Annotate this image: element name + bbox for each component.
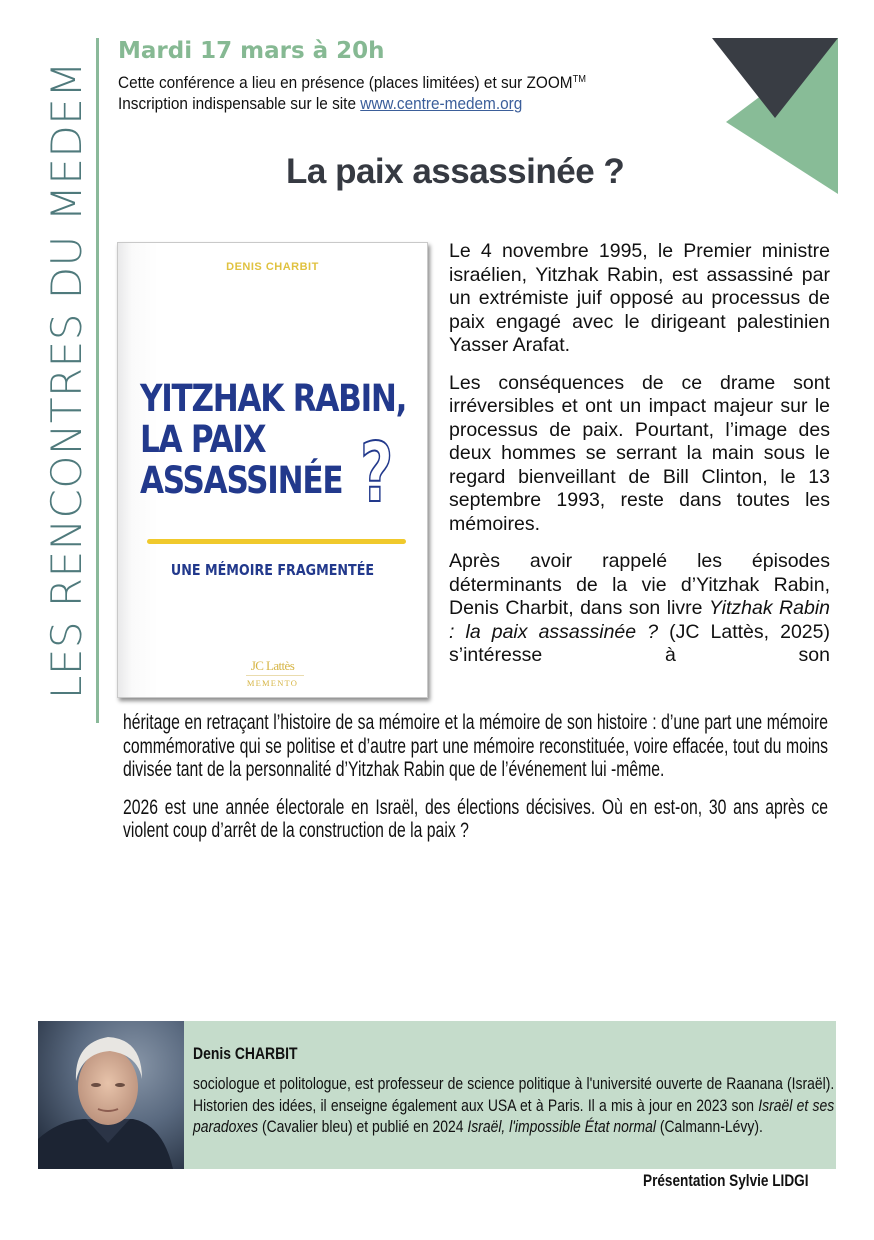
book-cover-collection: MEMENTO <box>246 678 299 688</box>
book-cover-divider <box>246 675 304 676</box>
article-paragraph-2: Les conséquences de ce drame sont irréversibles et ont un impact majeur sur le processus de paix. Pourtant, l’image des deux hommes se serrant la main sous le regard bienveillant de Bill Clinton, le 13 septembre 1993, reste dans toutes les mémoires. <box>449 371 830 535</box>
event-date: Mardi 17 mars à 20h <box>118 38 385 64</box>
paragraph-3-publisher: (JC Lattès, 2025) s’intéresse à son <box>449 620 830 666</box>
book-cover-title-line: LA PAIX <box>140 418 266 461</box>
article-column <box>449 240 830 668</box>
book-cover-title <box>140 377 407 502</box>
speaker-name: Denis CHARBIT <box>193 1044 298 1063</box>
speaker-bio-end: (Calmann-Lévy). <box>655 1117 763 1136</box>
speaker-bio-intro: sociologue et politologue, est professeur de science politique à l'université ouverte de Raanana (Israël). Historien des idées, il enseigne également aux USA et à Paris. Il a mis à jour en 2023 son <box>193 1074 835 1115</box>
speaker-book-2: Israël, l'impossible État normal <box>467 1117 656 1136</box>
series-title-vertical: LES RENCONTRES DU MEDEM <box>42 60 91 700</box>
article-continued <box>123 711 828 857</box>
speaker-bio-middle: (Cavalier bleu) et publié en 2024 <box>258 1117 468 1136</box>
presenter-credit: Présentation Sylvie LIDGI <box>643 1171 809 1190</box>
book-cover-image <box>117 242 428 698</box>
event-info <box>118 69 586 115</box>
decorative-triangles-logo <box>712 36 838 196</box>
speaker-photo <box>38 1021 184 1169</box>
trademark-symbol: TM <box>572 74 587 85</box>
speaker-book-1: Israël et ses paradoxes <box>193 1095 835 1136</box>
registration-text: Inscription indispensable sur le site <box>118 95 361 113</box>
event-format: Cette conférence a lieu en présence (places limitées) et sur ZOOM <box>118 74 573 92</box>
book-cover-title-line: ASSASSINÉE <box>140 459 343 502</box>
book-cover-publisher: JC Lattès <box>250 658 295 673</box>
paragraph-3-intro: Après avoir rappelé les épisodes déterminants de la vie d’Yitzhak Rabin, Denis Charbit, dans son livre <box>449 550 830 619</box>
book-cover-subtitle: UNE MÉMOIRE FRAGMENTÉE <box>170 561 375 579</box>
book-cover-author: DENIS CHARBIT <box>226 261 319 273</box>
page-title: La paix assassinée ? <box>286 152 625 191</box>
article-paragraph-3 <box>449 550 830 668</box>
article-paragraph-4: 2026 est une année électorale en Israël, des élections décisives. Où en est-on, 30 ans après ce violent coup d’arrêt de la construction de la paix ? <box>123 795 828 843</box>
article-paragraph-3-continued: héritage en retraçant l’histoire de sa mémoire et la mémoire de son histoire : d’une part une mémoire commémorative qui se politise et d’autre part une mémoire reconstituée, voire effacée, tout du moins divisée tant de la personnalité d’Yitzhak Rabin que de l’événement lui -même. <box>123 711 828 782</box>
book-title-reference: Yitzhak Rabin : la paix assassinée ? <box>449 597 831 643</box>
question-mark-icon: ? <box>360 426 394 521</box>
registration-link[interactable]: www.centre-medem.org <box>360 95 523 113</box>
book-cover-underline <box>147 539 406 544</box>
speaker-bio <box>193 1073 834 1138</box>
book-cover-title-line: YITZHAK RABIN, <box>140 377 407 420</box>
sidebar-divider <box>96 38 99 723</box>
article-paragraph-1: Le 4 novembre 1995, le Premier ministre israélien, Yitzhak Rabin, est assassiné par un extrémiste juif opposé au processus de paix engagé avec le dirigeant palestinien Yasser Arafat. <box>449 240 830 356</box>
